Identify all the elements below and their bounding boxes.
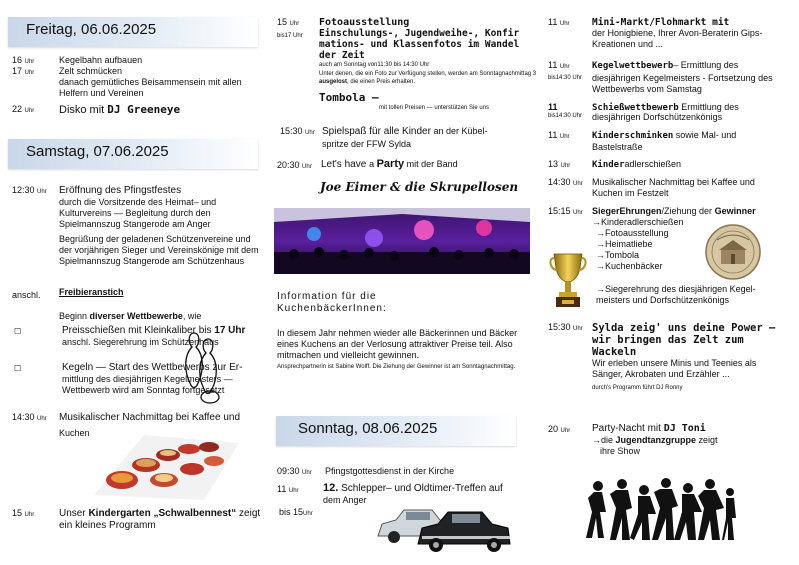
fri-text-3: Disko mit DJ Greeneye [59, 103, 181, 116]
kindergarten-item: 15 Uhr Unser Kindergarten „Schwalbennest“ zeigt ein kleines Programm [12, 508, 261, 531]
fri-text-1: Kegelbahn aufbauen [59, 55, 143, 65]
spielspass-time: 15:30 Uhr [280, 126, 315, 136]
friday-title: Freitag, 06.06.2025 [26, 21, 157, 38]
foto-title2: Einschulungs-, Jugendweihe-, Konfir mations- und Klassenfotos im Wandel der Zeit [319, 28, 520, 61]
bowling-pins-sketch [172, 325, 232, 405]
se-list-item: →Kuchenbäcker [596, 261, 663, 271]
se-list-item: →Heimatliebe [596, 239, 653, 249]
fri-item-3 [12, 104, 262, 117]
oldtimer-time: 11 Uhr [277, 484, 299, 494]
saturday-banner [8, 139, 258, 169]
foto-item [277, 17, 537, 111]
kinderadler-time: 13 Uhr [548, 159, 571, 169]
sat-opening-sub: durch die Vorsitzende des Heimat– und Kulturvereins — Begleitung durch den Spielmannszug Stangerode am Anger [59, 197, 217, 229]
oldtimer-cars-picture [374, 500, 514, 552]
sat-opening [12, 185, 262, 266]
sunday-banner [276, 416, 516, 446]
sat-opening-sub2: Begrüßung der geladenen Schützenvereine und der vorjährigen Sieger und Vereinskönige mit dem Spielmannszug Stangerode am Schützenhaus [59, 234, 259, 266]
oldtimer-bis: bis 15Uhr [279, 507, 313, 517]
sat-afternoon-time: 14:30 Uhr [12, 412, 47, 422]
party-nacht-item: 20 Uhr Party-Nacht mit DJ Toni →die Jugendtanzgruppe zeigt ihre Show [548, 423, 718, 456]
minimarkt-time: 11 Uhr [548, 17, 570, 27]
gottesdienst-item: 09:30 Uhr Pfingstgottesdienst in der Kirche [277, 466, 455, 476]
foto-title: Fotoausstellung [319, 17, 410, 28]
info-small: Ansprechpartnerin ist Sabine Wolff. Die Ziehung der Gewinner ist am Sonntagnachmittag. [277, 364, 516, 370]
spielspass-item: 15:30 Uhr Spielspaß für alle Kinder an der Kübel- spritze der FFW Sylda [280, 126, 488, 149]
kindergarten-time: 15 Uhr [12, 508, 35, 518]
freibier-label: Freibieranstich [59, 287, 124, 297]
foto-small1: auch am Sonntag von11:30 bis 14:30 Uhr [319, 62, 430, 68]
cake-buffet-picture [84, 425, 244, 500]
foto-bis: bis17 Uhr [277, 33, 303, 39]
village-seal-emblem [705, 224, 761, 280]
se-list [592, 217, 684, 272]
kinderschminken-time: 11 Uhr [548, 130, 570, 140]
musik-nachmittag-time: 14:30 Uhr [548, 177, 583, 187]
se-list-item: →Kinderadlerschießen [592, 217, 684, 227]
fri-item-2 [12, 66, 262, 98]
info-head: Information für die KuchenbäckerInnen: [277, 291, 387, 314]
se-tail: →Siegerehrung des diesjährigen Kegel- meisters und Dorfschützenkönigs [596, 284, 756, 305]
trophy-icon [550, 250, 586, 312]
kegelwettbewerb-time: 11 Uhr [548, 60, 570, 70]
sat-opening-time: 12:30 Uhr [12, 185, 47, 195]
sylda-power-time: 15:30 Uhr [548, 322, 583, 332]
beginn-line: Beginn diverser Wettbewerbe, wie [59, 311, 202, 321]
saturday-title: Samstag, 07.06.2025 [26, 143, 169, 160]
fri-time-2: 17 Uhr [12, 66, 35, 76]
schiesswettbewerb-item: 11 bis14:30 Uhr Schießwettbewerb Ermittlung des diesjährigen Dorfschützenkönigs [548, 102, 793, 119]
musik-nachmittag-item: 14:30 Uhr Musikalischer Nachmittag bei Kaffee und Kuchen im Festzelt [548, 177, 755, 198]
schiesswettbewerb-time: 11 [548, 102, 558, 112]
kinderschminken-item: 11 Uhr Kinderschminken sowie Mal- und Bastelstraße [548, 130, 737, 152]
foto-small2: Unter denen, die ein Foto zur Verfügung stellen, werden am Sonntagnachmittag 3 ausgelost, die einen Preis erhalten. [319, 71, 537, 85]
gottesdienst-time: 09:30 Uhr [277, 466, 312, 476]
preis-bullet: ☐ [14, 327, 22, 336]
se-list-item: →Fotoausstellung [596, 228, 669, 238]
kegelwettbewerb-bis: bis14:30 Uhr [548, 75, 583, 81]
minimarkt-item: 11 Uhr Mini-Markt/Flohmarkt mit der Honigbiene, Ihrer Avon-Beraterin Gips-Kreationen und ... [548, 17, 763, 49]
sat-afternoon: 14:30 Uhr Musikalischer Nachmittag bei Kaffee und Kuchen [12, 412, 241, 438]
siegerehrung-time: 15:15 Uhr [548, 206, 583, 216]
sunday-title: Sonntag, 08.06.2025 [298, 420, 438, 437]
party-time: 20:30 Uhr [277, 160, 312, 170]
se-list-item: →Tombola [596, 250, 640, 260]
sat-opening-head: Eröffnung des Pfingstfestes [59, 185, 182, 196]
preis-item: Preisschießen mit Kleinkaliber bis 17 Uhr anschl. Siegerehrung im Schützenhaus [62, 325, 246, 347]
band-name: Joe Eimer & die Skrupellosen [320, 180, 519, 194]
concert-photo [274, 208, 530, 274]
friday-banner [8, 17, 258, 47]
kinderadler-item: 13 Uhr Kinderadlerschießen [548, 159, 682, 170]
oldtimer-item: 11 Uhr 12. Schlepper– und Oldtimer-Treffen auf dem Anger bis 15Uhr [277, 484, 527, 497]
kegeln-bullet: ☐ [14, 364, 22, 373]
fri-time-1: 16 Uhr [12, 55, 35, 65]
party-item: 20:30 Uhr Let's have a Party mit der Band [277, 158, 458, 170]
sylda-power-item: 15:30 Uhr Sylda zeig' uns deine Power — wir bringen das Zelt zum Wackeln Wir erleben unsere Minis und Teenies als Sänger, Akrobaten und Erzähler ... durch's Programm führt DJ Ronny [548, 322, 776, 391]
kegeln-item: Kegeln — Start des Wettbewerbs zur Er- mittlung des diesjährigen Kegelmeisters — Wettbewerb wird am Sonntag fortgesetzt [62, 362, 243, 395]
info-text: In diesem Jahr nehmen wieder alle Bäckerinnen und Bäcker eines Kuchens an der Verlosung attraktiver Preise teil. Also mitmachen und vielleicht gewinnen. [277, 328, 518, 360]
party-nacht-time: 20 Uhr [548, 424, 571, 434]
dancers-silhouette [586, 478, 736, 543]
schiesswettbewerb-bis: bis14:30 Uhr [548, 113, 583, 119]
anschl-label: anschl. [12, 290, 41, 300]
tombola-sub: mit tollen Preisen — unterstützen Sie uns [379, 105, 490, 111]
fri-text-2: Zelt schmücken [59, 66, 123, 76]
siegerehrung-item: 15:15 Uhr SiegerEhrungen/Ziehung der Gewinner →Kinderadlerschießen →Fotoausstellung →Heimatliebe →Tombola →Kuchenbäcker →Siegerehrung des diesjährigen Kegel- meisters und Dorfschützenkönigs [548, 206, 793, 219]
tombola-title: Tombola – [319, 91, 379, 104]
kegelwettbewerb-item: 11 Uhr Kegelwettbewerb– Ermittlung des bis14:30 Uhr diesjährigen Kegelmeisters - Fortsetzung des Wettbewerbs vom Samstag [548, 60, 773, 94]
foto-time: 15 Uhr [277, 17, 300, 27]
fri-time-3: 22 Uhr [12, 104, 35, 114]
fri-sub-2: danach gemütliches Beisammensein mit allen Helfern und Vereinen [59, 77, 242, 98]
